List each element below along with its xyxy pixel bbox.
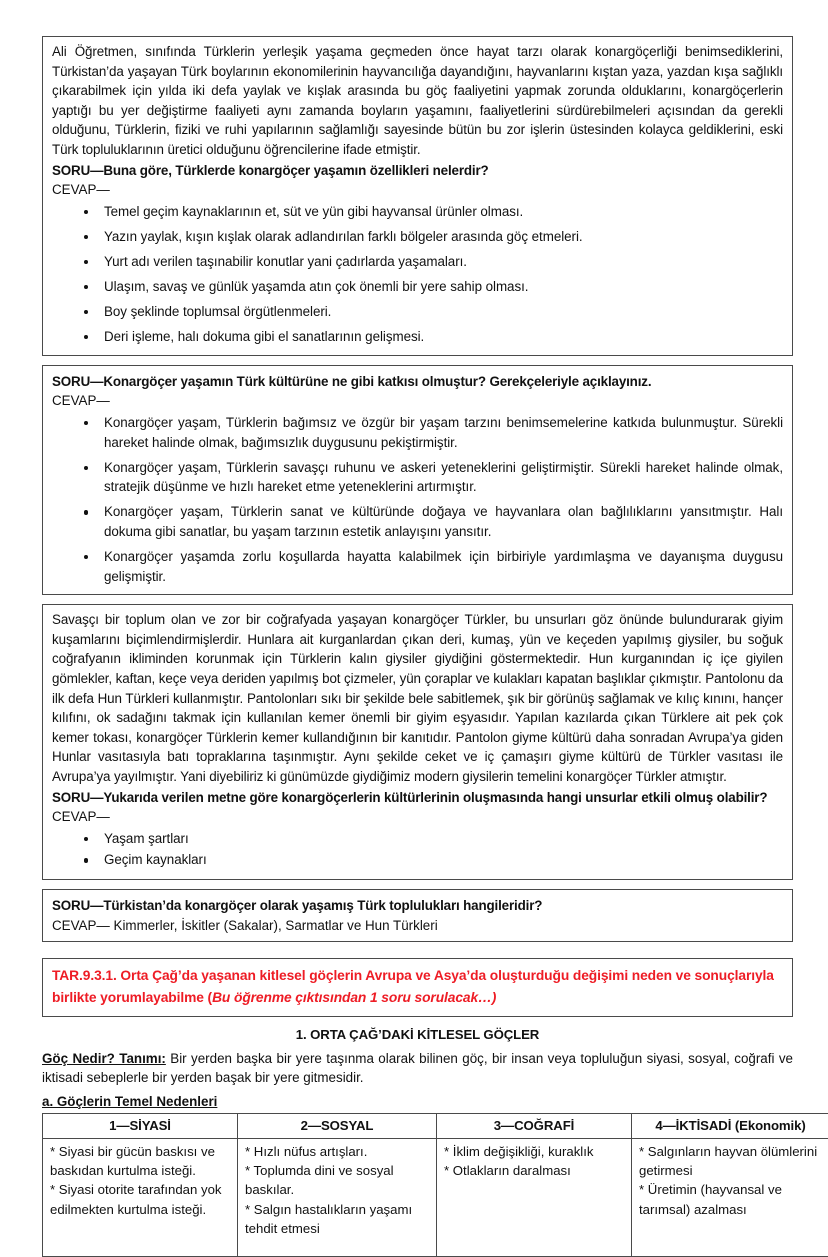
block2-answer-label: CEVAP— — [52, 391, 783, 411]
cell-list — [245, 1142, 430, 1238]
list-item: Geçim kaynakları — [104, 850, 783, 870]
list-item: * Otlakların daralması — [444, 1161, 625, 1180]
list-item: * Siyasi bir gücün baskısı ve baskıdan kurtulma isteği. — [50, 1142, 231, 1180]
list-item: * Hızlı nüfus artışları. — [245, 1142, 430, 1161]
list-item: Ulaşım, savaş ve günlük yaşamda atın çok önemli bir yere sahip olması. — [104, 277, 783, 297]
list-item: Temel geçim kaynaklarının et, süt ve yün gibi hayvansal ürünler olması. — [104, 202, 783, 222]
definition-lead: Göç Nedir? Tanımı: — [42, 1051, 166, 1066]
table-cell-sosyal — [238, 1138, 437, 1256]
block1-question: SORU—Buna göre, Türklerde konargöçer yaşamın özellikleri nelerdir? — [52, 161, 783, 181]
list-item: Deri işleme, halı dokuma gibi el sanatlarının gelişmesi. — [104, 327, 783, 347]
table-header-cell-siyasi: 1—SİYASİ — [43, 1113, 238, 1138]
block3-question: SORU—Yukarıda verilen metne göre konargöçerlerin kültürlerinin oluşmasında hangi unsurlar etkili olmuş olabilir? — [52, 788, 783, 808]
table-header-row — [43, 1113, 828, 1138]
question-block-3 — [42, 604, 793, 880]
list-item: * Salgınların hayvan ölümlerini getirmesi — [639, 1142, 823, 1180]
table-row — [43, 1138, 828, 1256]
list-item: Konargöçer yaşamda zorlu koşullarda hayatta kalabilmek için birbiriyle yardımlaşma ve dayanışma duygusu gelişmiştir. — [104, 547, 783, 586]
table-cell-iktisadi — [632, 1138, 828, 1256]
block2-question: SORU—Konargöçer yaşamın Türk kültürüne ne gibi katkısı olmuştur? Gerekçeleriyle açıklayınız. — [52, 372, 783, 392]
table-header-cell-sosyal: 2—SOSYAL — [238, 1113, 437, 1138]
block3-answer-list — [52, 829, 783, 870]
list-item: Yurt adı verilen taşınabilir konutlar yani çadırlarda yaşamaları. — [104, 252, 783, 272]
list-item: * İklim değişikliği, kuraklık — [444, 1142, 625, 1161]
learning-outcome-text — [52, 965, 783, 1009]
block1-paragraph: Ali Öğretmen, sınıfında Türklerin yerleşik yaşama geçmeden önce hayat tarzı olarak konargöçerliği benimsediklerini, Türkistan’da yaşayan Türk boylarının ekonomilerinin hayvancılığa dayandığını, hayvanlarını kıştan yaza, yazdan kışa sağlıklı çıkarabilmek için yılda iki defa yaylak ve kışlak arasında bu göç faaliyetini yapmak zorunda olduklarını, konargöçerlerin yaptığı bu yer değiştirme faaliyeti aynı zamanda boyların yaşamını, faaliyetlerini sürdürebilmeleri açısından da gerekli olduğunu, Türklerin, fiziki ve ruhi yapılarının sağlamlığı sayesinde bütün bu zor işlerin üstesinden kolayca geldiklerini, eski Türk topluluklarının üretici olduğunu öğrencilerine ifade etmiştir. — [52, 42, 783, 160]
list-item: * Toplumda dini ve sosyal baskılar. — [245, 1161, 430, 1199]
list-item: Konargöçer yaşam, Türklerin bağımsız ve özgür bir yaşam tarzını benimsemelerine katkıda bulunmuştur. Sürekli hareket halinde olmak, bağımsızlık duygusunu pekiştirmiştir. — [104, 413, 783, 452]
list-item: * Siyasi otorite tarafından yok edilmekten kurtulma isteği. — [50, 1180, 231, 1218]
list-item: * Üretimin (hayvansal ve tarımsal) azalması — [639, 1180, 823, 1218]
section-title: 1. ORTA ÇAĞ’DAKİ KİTLESEL GÖÇLER — [42, 1027, 793, 1042]
definition-body: Bir yerden başka bir yere taşınma olarak bilinen göç, bir insan veya topluluğun siyasi, sosyal, coğrafi ve iktisadi sebeplerle bir yerden başak bir yere gitmesidir. — [42, 1051, 793, 1086]
migration-reasons-table — [42, 1113, 828, 1257]
block2-answer-list — [52, 413, 783, 586]
cell-list — [444, 1142, 625, 1180]
list-item: Konargöçer yaşam, Türklerin savaşçı ruhunu ve askeri yeteneklerini geliştirmiştir. Sürekli hareket halinde olmak, stratejik düşünme ve hızlı hareket etme yeteneklerini artırmıştır. — [104, 458, 783, 497]
block4-answer: CEVAP— Kimmerler, İskitler (Sakalar), Sarmatlar ve Hun Türkleri — [52, 916, 783, 936]
block1-answer-list — [52, 202, 783, 347]
learning-outcome-main: TAR.9.3.1. Orta Çağ’da yaşanan kitlesel göçlerin Avrupa ve Asya’da oluşturduğu değişimi neden ve sonuçlarıyla birlikte yorumlayabilme ( — [52, 968, 774, 1005]
block1-answer-label: CEVAP— — [52, 180, 783, 200]
question-block-1 — [42, 36, 793, 356]
subsection-heading-wrap — [42, 1092, 793, 1112]
question-block-4 — [42, 889, 793, 942]
list-item: Yazın yaylak, kışın kışlak olarak adlandırılan farklı bölgeler arasında göç etmeleri. — [104, 227, 783, 247]
learning-outcome-note: Bu öğrenme çıktısından 1 soru sorulacak…) — [212, 990, 496, 1005]
block3-paragraph: Savaşçı bir toplum olan ve zor bir coğrafyada yaşayan konargöçer Türkler, bu unsurları göz önünde bulundurarak giyim kuşamlarını biçimlendirmişlerdir. Hunlara ait kurganlardan çıkan deri, kumaş, yün ve keçeden yapılmış giysiler, bu soğuk coğrafyanın ikliminden korunmak için Türklerin kalın giysiler giydiğini göstermektedir. Hun kurganından iç içe giyilen gömlekler, kaftan, keçe veya deriden yapılmış bot çizmeler, yün çoraplar ve kulakları kapatan başlıklar çıkmıştır. Pantolonu da ilk defa Hun Türkleri kullanmıştır. Pantolonları sıkı bir şekilde bele sabitlemek, şık bir görünüş sağlamak ve kılıç kınını, hançer kılıfını, ok sadağını takmak için kullanılan kemer önemli bir giyim eşyasıdır. Yapılan kazılarda çıkan Türklere ait pek çok kemer tokası, konargöçer Türklerin kemer kullandığının bir kanıtıdır. Pantolon giyme kültürü daha sonradan Avrupa’ya giden Hunlar vasıtasıyla batı topraklarına taşınmıştır. Aynı şekilde ceket ve iç çamaşırı giyme kültürü de Türkler vasıtası ile Avrupa’ya yayılmıştır. Yani diyebiliriz ki günümüzde giydiğimiz modern giysilerin temelini konargöçer Türkler atmıştır. — [52, 610, 783, 786]
table-header-cell-iktisadi: 4—İKTİSADİ (Ekonomik) — [632, 1113, 828, 1138]
block3-answer-label: CEVAP— — [52, 807, 783, 827]
cell-list — [50, 1142, 231, 1219]
list-item: Yaşam şartları — [104, 829, 783, 849]
table-cell-cografi — [437, 1138, 632, 1256]
list-item: * Salgın hastalıkların yaşamı tehdit etmesi — [245, 1200, 430, 1238]
migration-definition — [42, 1049, 793, 1088]
table-cell-siyasi — [43, 1138, 238, 1256]
question-block-2 — [42, 365, 793, 595]
learning-outcome-box — [42, 958, 793, 1017]
subsection-heading: a. Göçlerin Temel Nedenleri — [42, 1094, 217, 1109]
list-item: Boy şeklinde toplumsal örgütlenmeleri. — [104, 302, 783, 322]
block4-question: SORU—Türkistan’da konargöçer olarak yaşamış Türk toplulukları hangileridir? — [52, 896, 783, 916]
table-header-cell-cografi: 3—COĞRAFİ — [437, 1113, 632, 1138]
list-item: Konargöçer yaşam, Türklerin sanat ve kültüründe doğaya ve hayvanlara olan bağlılıklarını yansıtmıştır. Halı dokuma gibi sanatlar, bu yaşam tarzının estetik anlayışını yansıtır. — [104, 502, 783, 541]
cell-list — [639, 1142, 823, 1219]
